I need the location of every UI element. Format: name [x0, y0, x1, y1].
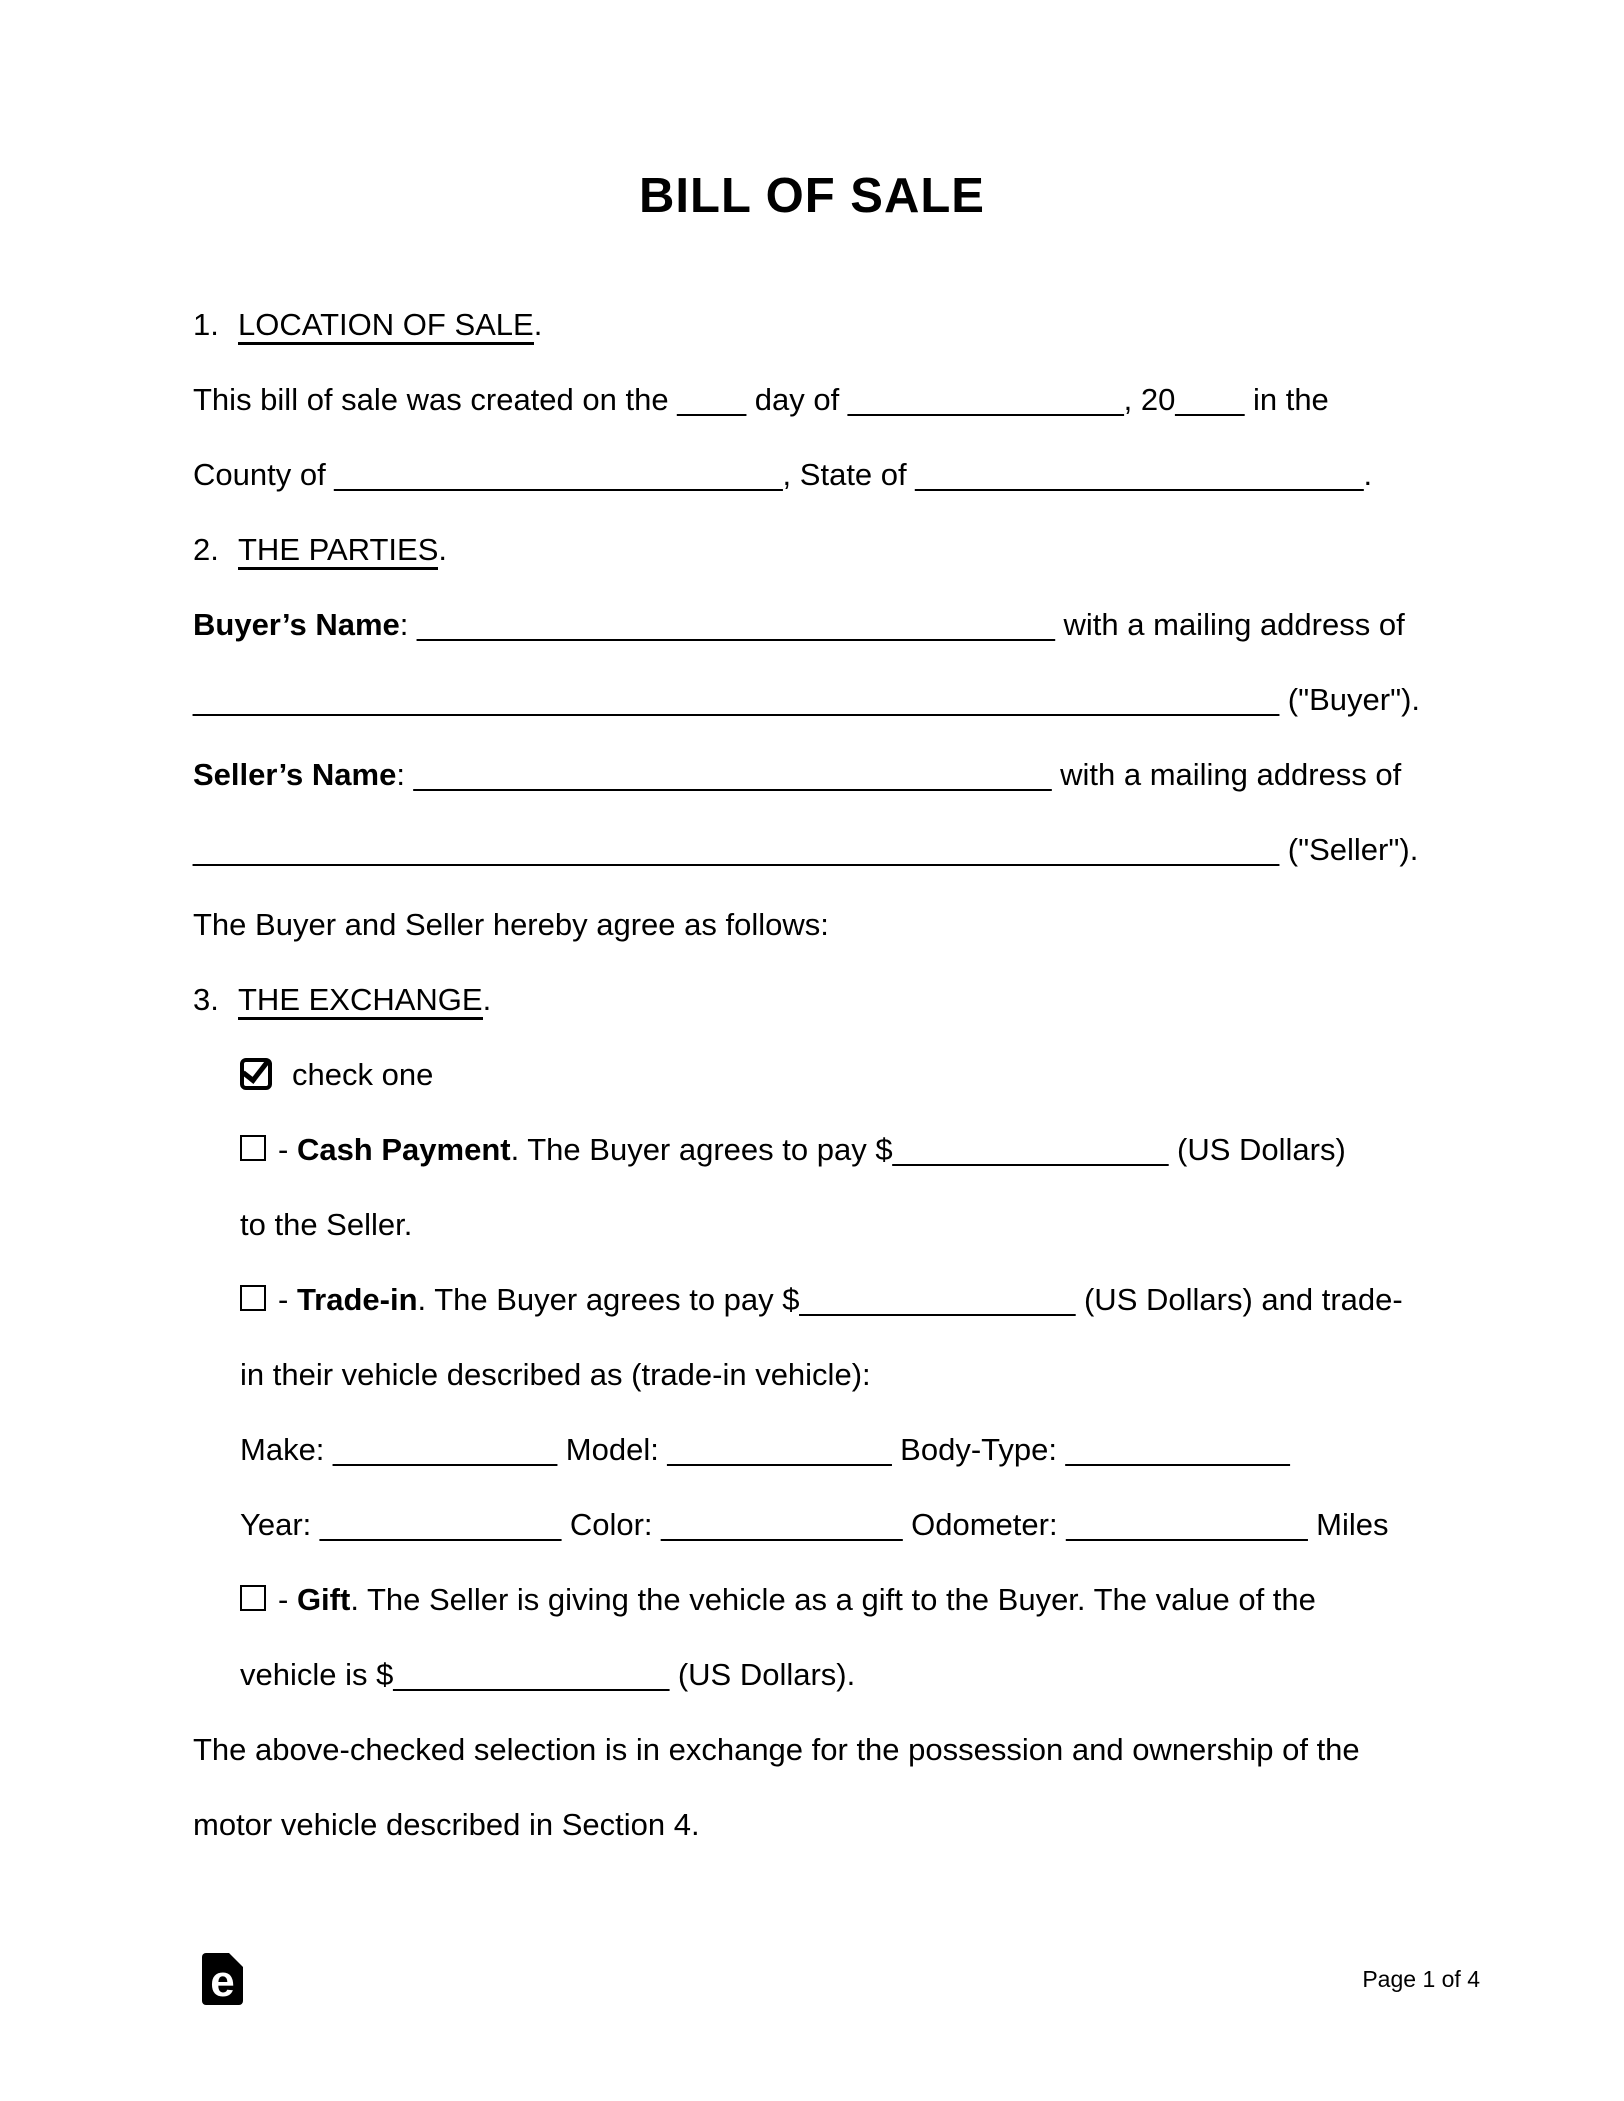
gift-continuation-text: vehicle is $________________ (US Dollars).	[240, 1657, 856, 1692]
seller-name-blank: : _____________________________________ with a mailing address of	[396, 757, 1402, 792]
eforms-document-logo	[202, 1953, 243, 2005]
exchange-summary-text-1: The above-checked selection is in exchange for the possession and ownership of the	[193, 1732, 1360, 1767]
gift-checkbox[interactable]	[240, 1585, 266, 1611]
exchange-summary-text-2: motor vehicle described in Section 4.	[193, 1807, 700, 1842]
cash-payment-continuation	[193, 1187, 1438, 1262]
option-dash: -	[278, 1282, 297, 1317]
option-dash: -	[278, 1582, 297, 1617]
agreement-line	[193, 887, 1438, 962]
gift-text: . The Seller is giving the vehicle as a gift to the Buyer. The value of the	[350, 1582, 1316, 1617]
section-2-title: THE PARTIES	[238, 532, 438, 570]
section-3-period: .	[482, 982, 492, 1017]
section-1-title: LOCATION OF SALE	[238, 307, 534, 345]
cash-payment-option	[193, 1112, 1438, 1187]
option-dash: -	[278, 1132, 297, 1167]
date-line	[193, 362, 1438, 437]
check-one-line	[193, 1037, 1438, 1112]
gift-option	[193, 1562, 1438, 1637]
trade-in-continuation	[193, 1337, 1438, 1412]
county-state-text: County of __________________________, State of __________________________.	[193, 457, 1373, 492]
buyer-address-blank: _______________________________________________________________ ("Buyer").	[193, 682, 1421, 717]
page-fold-icon	[229, 1953, 243, 1967]
buyer-name-blank: : _____________________________________ with a mailing address of	[399, 607, 1405, 642]
page-number: Page 1 of 4	[1362, 1966, 1480, 1992]
gift-label: Gift	[296, 1582, 351, 1617]
seller-address-line	[193, 812, 1438, 887]
seller-address-blank: _______________________________________________________________ ("Seller").	[193, 832, 1419, 867]
date-line-text: This bill of sale was created on the ____ day of ________________, 20____ in the	[193, 382, 1329, 417]
exchange-summary-line-1	[193, 1712, 1438, 1787]
section-2-heading	[193, 512, 1438, 587]
cash-payment-checkbox[interactable]	[240, 1135, 266, 1161]
section-1-heading	[193, 287, 1438, 362]
cash-payment-label: Cash Payment	[296, 1132, 511, 1167]
document-title: BILL OF SALE	[639, 169, 985, 223]
trade-in-checkbox[interactable]	[240, 1285, 266, 1311]
section-1-number: 1.	[193, 307, 219, 342]
seller-name-line	[193, 737, 1438, 812]
section-3-title: THE EXCHANGE	[238, 982, 483, 1020]
section-1-period: .	[533, 307, 543, 342]
checked-checkbox-icon	[240, 1058, 272, 1090]
section-2-period: .	[438, 532, 448, 567]
buyer-name-label: Buyer’s Name	[193, 607, 400, 642]
buyer-address-line	[193, 662, 1438, 737]
trade-in-text: . The Buyer agrees to pay $________________ (US Dollars) and trade-	[417, 1282, 1403, 1317]
vehicle-year-color-line	[193, 1487, 1438, 1562]
seller-name-label: Seller’s Name	[193, 757, 397, 792]
cash-payment-continuation-text: to the Seller.	[240, 1207, 413, 1242]
section-3-number: 3.	[193, 982, 219, 1017]
buyer-name-line	[193, 587, 1438, 662]
cash-payment-text: . The Buyer agrees to pay $________________ (US Dollars)	[510, 1132, 1346, 1167]
agreement-text: The Buyer and Seller hereby agree as follows:	[193, 907, 829, 942]
vehicle-make-model-text: Make: _____________ Model: _____________ Body-Type: _____________	[240, 1432, 1290, 1467]
section-2-number: 2.	[193, 532, 219, 567]
county-state-line	[193, 437, 1438, 512]
gift-continuation	[193, 1637, 1438, 1712]
checkmark-icon	[242, 1054, 270, 1084]
document-body	[193, 287, 1438, 1862]
trade-in-continuation-text: in their vehicle described as (trade-in vehicle):	[240, 1357, 871, 1392]
trade-in-option	[193, 1262, 1438, 1337]
vehicle-make-model-line	[193, 1412, 1438, 1487]
check-one-label: check one	[292, 1057, 434, 1092]
eforms-logo-letter: e	[210, 1957, 235, 2006]
section-3-heading	[193, 962, 1438, 1037]
trade-in-label: Trade-in	[296, 1282, 418, 1317]
vehicle-year-color-text: Year: ______________ Color: ______________ Odometer: ______________ Miles	[240, 1507, 1389, 1542]
exchange-summary-line-2	[193, 1787, 1438, 1862]
